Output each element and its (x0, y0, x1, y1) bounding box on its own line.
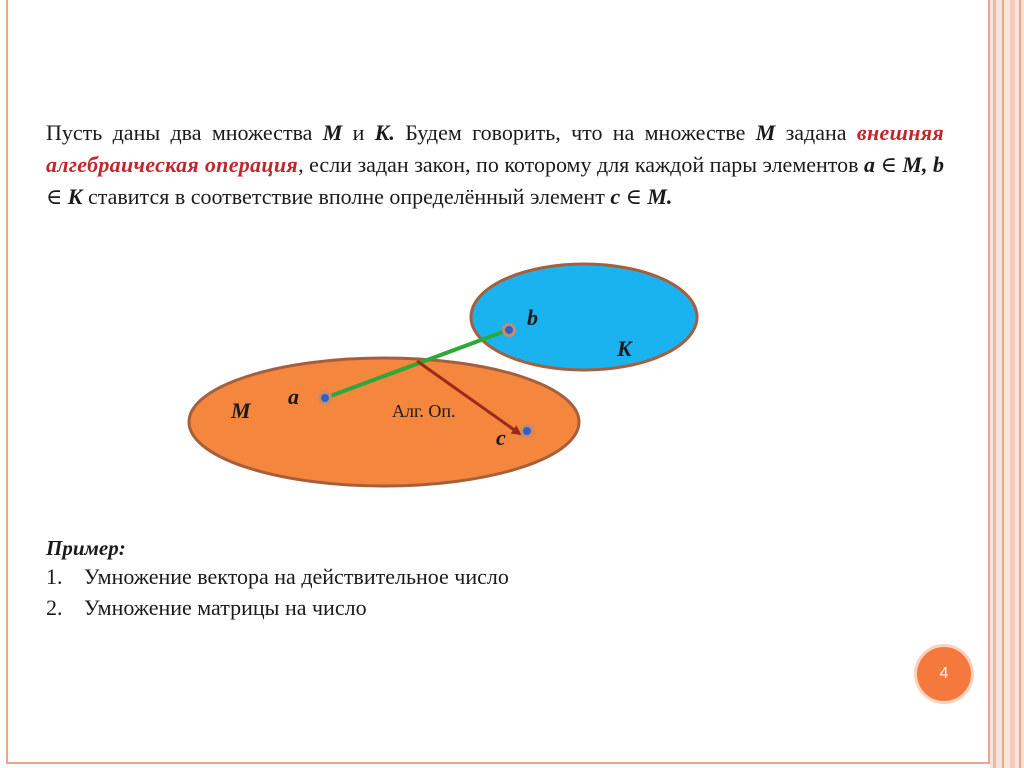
list-item: 2. Умножение матрицы на число (46, 595, 367, 620)
point-c (520, 424, 534, 438)
label-a: a (288, 384, 299, 409)
label-b: b (527, 305, 538, 330)
example-title: Пример: (46, 536, 126, 560)
point-a (318, 391, 332, 405)
set-k-ellipse (471, 264, 697, 370)
label-operation: Алг. Оп. (392, 401, 456, 421)
list-item: 1. Умножение вектора на действительное число (46, 564, 509, 589)
label-c: c (496, 425, 506, 450)
point-b (502, 323, 516, 337)
page-number-badge: 4 (917, 647, 971, 701)
definition-paragraph: Пусть даны два множества M и K. Будем говорить, что на множестве M задана внешняя алгебраическая операция, если задан закон, по которому для каждой пары элементов a ∈ M, b ∈ K ставится в соответствие вполне определённый элемент c ∈ M. (46, 120, 945, 209)
label-m: M (231, 398, 251, 423)
label-k: K (617, 336, 632, 361)
example-list (46, 561, 509, 623)
highlighted-term: внешняя алгебраическая операция (46, 120, 944, 177)
